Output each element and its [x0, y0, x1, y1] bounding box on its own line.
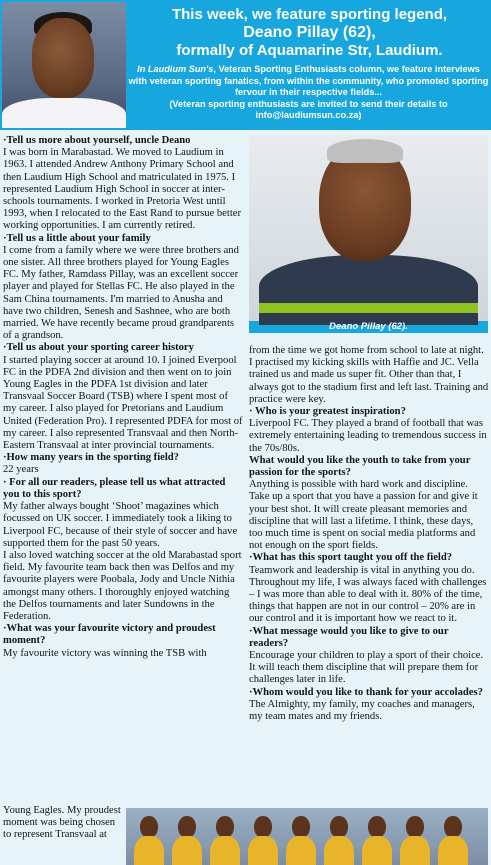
deano-pillay-photo [249, 135, 488, 333]
right-column: from the time we got home from school to late at night. I practised my kicking skills with Haffie and JC. Vella trained us and made us super fit. Other than that, I always got to the stadium first and left last. Training and practice were key. · Who is your greatest inspiration? Liverpool FC. They played a brand of football that was extremely entertaining leading to tremendous success in the 70s/80s. What would you like the youth to take from your passion for the sports? Anything is possible with hard work and discipline. Take up a sport that you have a passion for and give it your best shot. It will create pleasant memories and discipline that will last a lifetime. I think, these days, too much time is spent on social media platforms and not enough on the sport fields. ·What has this sport taught you off the field? Teamwork and leadership is vital in anything you do. Throughout my life, I was always faced with challenges – I was more than able to deal with it. 80% of the time, things that happen are not in our control – 20% are in our control and it is important how we react to it. ·What message would you like to give to our readers? Encourage your children to play a sport of their choice. It will teach them discipline that will prepare them for challenges later in life. ·Whom would you like to thank for your accolades? The Almighty, my family, my coaches and managers, my team mates and my friends. [249, 345, 489, 723]
column-intro: In Laudium Sun's, Veteran Sporting Enthusiasts column, we feature interviews with veteran sporting fanatics, from within the community, who promoted sporting fervour in their respective fields... (Veteran sporting enthusiasts are invited to send their details to info@laudiumsun.co.za) [128, 64, 489, 120]
team-photo [126, 808, 488, 865]
feature-title: This week, we feature sporting legend, Deano Pillay (62), formally of Aquamarine Str, Laudium. [171, 6, 448, 59]
left-column: ·Tell us more about yourself, uncle Deano I was born in Marabastad. We moved to Laudium in 1963. I attended Andrew Anthony Primary School and then Laudium High School and matriculated in 1975. I represented Laudium High School in soccer at inter-schools tournaments. I worked in Pretoria West until 1993, when I relocated to the East Rand to pursue better working opportunities. I am currently retired. ·Tell us a little about your family I come from a family where we were three brothers and one sister. All three brothers played for Young Eagles FC. My father, Ramdass Pillay, was an excellent soccer player and played for Stellas FC. He also played in the Sam China tournaments. I'm married to Anusha and have two children, Senesh and Sashnee, who are both married. We have recently became proud grandparents of a grandson. ·Tell us about your sporting career history I started playing soccer at around 10. I joined Everpool FC in the PDFA 2nd division and then went on to join Young Eagles in the PDFA 1st division and later Transvaal Soccer Board (TSB) where I spent most of my career. I also played for Pretorians and Laudium United (Federation Pro). I represented PDFA for most of my career. I also represented Transvaal and then North-Eastern Transvaal at inter provincial tournaments. ·How many years in the sporting field? 22 years · For all our readers, please tell us what attracted you to this sport? My father always bought ‘Shoot’ magazines which focussed on UK soccer. I immediately took a liking to Liverpool FC, because of their style of soccer and have supported them for the past 50 years. I also loved watching soccer at the old Marabastad sport field. My favourite team back then was Delfos and my favourite players were Poobala, Jody and Uncle Nithia amongst many others. I thoroughly enjoyed watching the Delfos tournaments and later Sundowns in the Federation. ·What was your favourite victory and proudest moment? My favourite victory was winning the TSB with [3, 135, 243, 659]
continued-text: Young Eagles. My proudest moment was being chosen to represent Transvaal at [3, 805, 121, 841]
header-portrait-photo [2, 2, 126, 128]
header-banner [0, 0, 491, 130]
photo-caption: Deano Pillay (62). [329, 321, 408, 332]
